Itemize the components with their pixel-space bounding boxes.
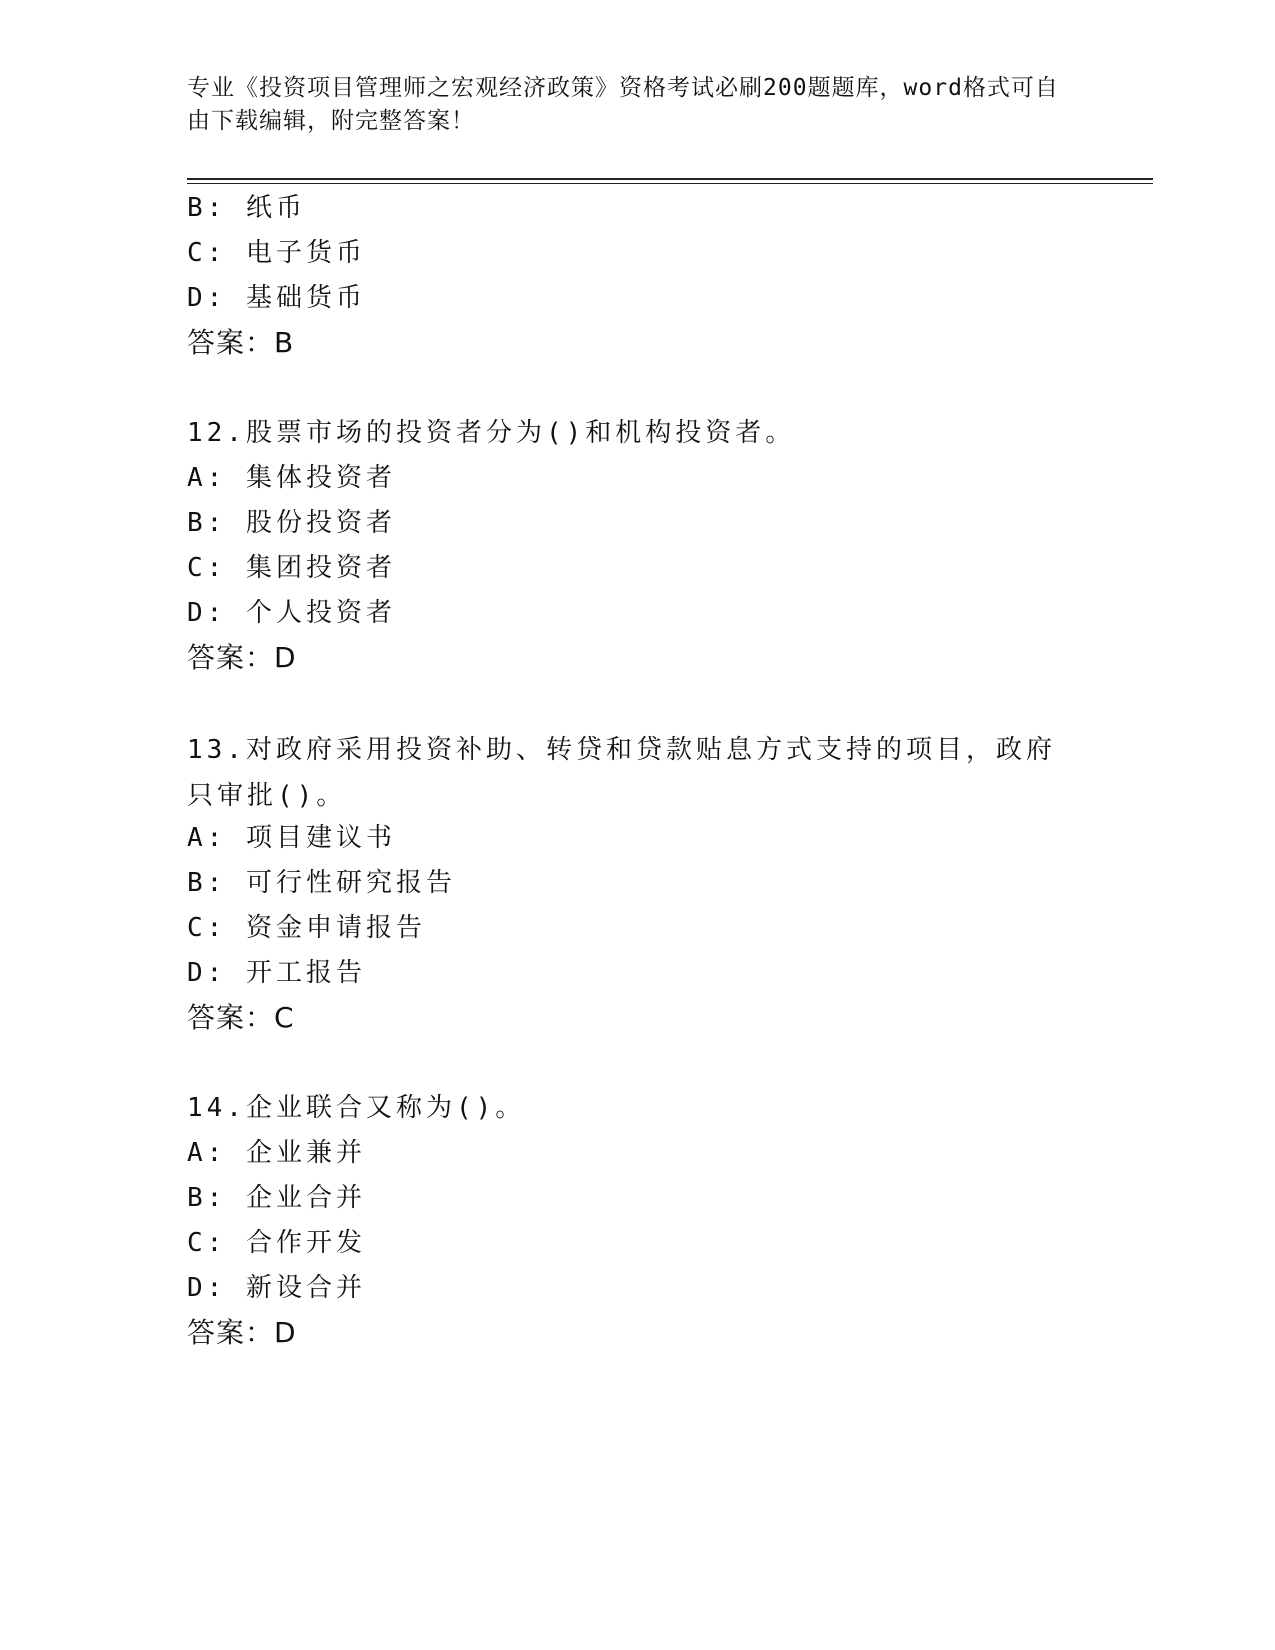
question-12-option-a: A: 集体投资者 <box>187 463 396 493</box>
question-13-option-c: C: 资金申请报告 <box>187 913 426 943</box>
question-13-option-d: D: 开工报告 <box>187 958 366 988</box>
header-rule-top <box>187 178 1153 180</box>
prev-option-d: D: 基础货币 <box>187 283 366 313</box>
question-13-stem: 13.对政府采用投资补助、转贷和贷款贴息方式支持的项目，政府只审批()。 <box>187 735 1056 811</box>
question-13-option-a: A: 项目建议书 <box>187 823 396 853</box>
question-12-answer: 答案：D <box>187 641 297 674</box>
question-13-answer: 答案：C <box>187 1001 295 1034</box>
prev-option-c: C: 电子货币 <box>187 238 366 268</box>
prev-answer: 答案：B <box>187 326 295 359</box>
header-rule-bottom <box>187 183 1153 184</box>
question-14-answer: 答案：D <box>187 1316 297 1349</box>
question-12-option-c: C: 集团投资者 <box>187 553 396 583</box>
question-12-option-d: D: 个人投资者 <box>187 598 396 628</box>
question-14-option-c: C: 合作开发 <box>187 1228 366 1258</box>
question-14-option-a: A: 企业兼并 <box>187 1138 366 1168</box>
question-12-option-b: B: 股份投资者 <box>187 508 396 538</box>
question-14-option-b: B: 企业合并 <box>187 1183 366 1213</box>
question-14-stem: 14.企业联合又称为()。 <box>187 1093 526 1123</box>
question-12-stem: 12.股票市场的投资者分为()和机构投资者。 <box>187 418 796 448</box>
prev-option-b: B: 纸币 <box>187 193 306 223</box>
document-header: 专业《投资项目管理师之宏观经济政策》资格考试必刷200题题库，word格式可自由下载编辑，附完整答案！ <box>187 75 1059 134</box>
question-13-option-b: B: 可行性研究报告 <box>187 868 456 898</box>
question-14-option-d: D: 新设合并 <box>187 1273 366 1303</box>
